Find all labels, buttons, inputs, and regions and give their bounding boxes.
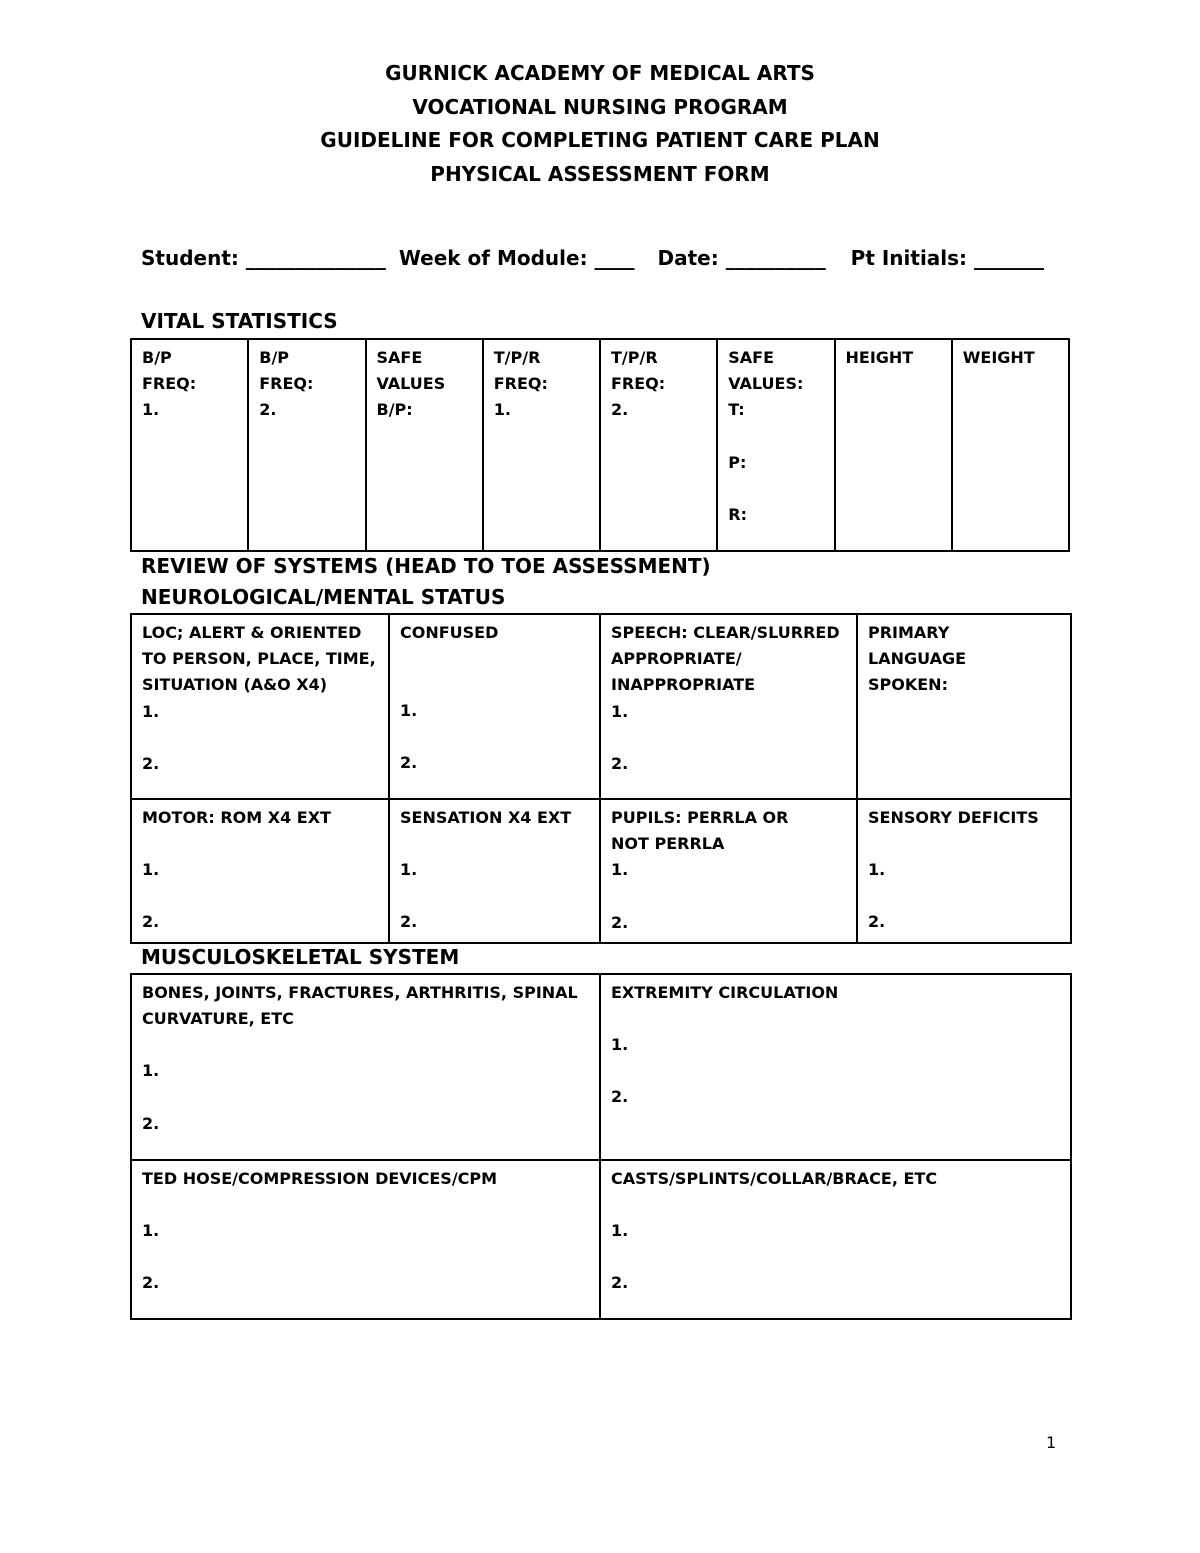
cell-line: SAFE — [376, 348, 423, 367]
cell-line — [611, 725, 846, 751]
neurological-table — [130, 613, 1072, 944]
vital-cell[interactable] — [248, 339, 365, 551]
neuro-cell[interactable] — [389, 614, 600, 799]
vital-cell[interactable] — [600, 339, 717, 551]
musculo-cell[interactable] — [600, 974, 1071, 1160]
cell-line: 2. — [400, 753, 418, 773]
cell-line: CURVATURE, ETC — [142, 1009, 294, 1029]
cell-line: PUPILS: PERRLA OR — [611, 808, 789, 827]
cell-line — [400, 646, 589, 672]
cell-line — [142, 1192, 589, 1218]
cell-line: B/P — [259, 348, 290, 367]
cell-line: APPROPRIATE/ — [611, 649, 742, 669]
cell-line: 2. — [400, 912, 418, 932]
cell-line — [142, 1244, 589, 1270]
cell-line: PRIMARY — [868, 623, 950, 642]
cell-line — [611, 1058, 1060, 1084]
cell-line: 2. — [611, 1273, 629, 1293]
institution-title: GURNICK ACADEMY OF MEDICAL ARTS — [385, 61, 815, 85]
musculo-cell[interactable] — [131, 1160, 600, 1319]
review-of-systems-heading: REVIEW OF SYSTEMS (HEAD TO TOE ASSESSMENT) — [141, 554, 711, 578]
cell-line — [728, 476, 823, 502]
cell-line: 2. — [868, 912, 886, 932]
musculo-cell[interactable] — [600, 1160, 1071, 1319]
cell-line: 1. — [611, 860, 629, 880]
cell-line: 1. — [611, 1221, 629, 1241]
page-number: 1 — [1046, 1433, 1057, 1452]
cell-line: 2. — [611, 400, 629, 420]
cell-line — [611, 1006, 1060, 1032]
cell-line: TED HOSE/COMPRESSION DEVICES/CPM — [142, 1169, 498, 1188]
cell-line: 1. — [611, 1035, 629, 1055]
neuro-cell[interactable] — [857, 614, 1071, 799]
cell-line: 2. — [142, 912, 160, 932]
vital-cell[interactable] — [131, 339, 248, 551]
initials-field[interactable]: Pt Initials: _______ — [850, 246, 1045, 270]
vital-statistics-heading: VITAL STATISTICS — [141, 309, 338, 333]
cell-line: HEIGHT — [845, 348, 914, 367]
cell-line: VALUES — [376, 374, 446, 394]
cell-line — [400, 883, 589, 909]
neuro-cell[interactable] — [600, 799, 857, 943]
cell-line: LOC; ALERT & ORIENTED — [142, 623, 362, 642]
neurological-heading: NEUROLOGICAL/MENTAL STATUS — [141, 585, 506, 609]
cell-line: SPEECH: CLEAR/SLURRED — [611, 623, 840, 642]
cell-line — [611, 1244, 1060, 1270]
cell-line: LANGUAGE — [868, 649, 967, 669]
cell-line: FREQ: — [142, 374, 197, 394]
neuro-cell[interactable] — [857, 799, 1071, 943]
musculoskeletal-table — [130, 973, 1072, 1320]
cell-line: MOTOR: ROM X4 EXT — [142, 808, 331, 827]
cell-line: TO PERSON, PLACE, TIME, — [142, 649, 376, 669]
cell-line: 2. — [142, 1273, 160, 1293]
guideline-title: GUIDELINE FOR COMPLETING PATIENT CARE PLAN — [320, 128, 880, 152]
vital-cell[interactable] — [952, 339, 1069, 551]
cell-line — [400, 724, 589, 750]
cell-line: 1. — [142, 1221, 160, 1241]
cell-line: 1. — [142, 860, 160, 880]
cell-line — [142, 1032, 589, 1058]
cell-line: T: — [728, 400, 745, 420]
cell-line — [868, 883, 1060, 909]
cell-line — [142, 831, 378, 857]
cell-line — [611, 884, 846, 910]
cell-line: NOT PERRLA — [611, 834, 725, 854]
cell-line: 2. — [142, 1113, 160, 1133]
vital-cell[interactable] — [835, 339, 952, 551]
cell-line: T/P/R — [611, 348, 658, 367]
cell-line: T/P/R — [493, 348, 541, 367]
cell-line — [142, 1085, 589, 1111]
cell-line: SAFE — [728, 348, 775, 367]
cell-line: 1. — [142, 701, 160, 721]
cell-line — [142, 883, 378, 909]
cell-line: 2. — [611, 753, 629, 773]
vital-cell[interactable] — [483, 339, 600, 551]
week-field[interactable]: Week of Module: ____ — [398, 246, 635, 270]
cell-line: 1. — [868, 860, 886, 880]
cell-line: 1. — [400, 701, 418, 721]
cell-line: BONES, JOINTS, FRACTURES, ARTHRITIS, SPINAL — [142, 983, 578, 1002]
form-title: PHYSICAL ASSESSMENT FORM — [430, 161, 770, 186]
cell-line: SPOKEN: — [868, 675, 948, 695]
cell-line: SENSATION X4 EXT — [400, 808, 572, 827]
cell-line: 1. — [611, 701, 629, 721]
neuro-cell[interactable] — [600, 614, 857, 799]
cell-line: INAPPROPRIATE — [611, 675, 756, 695]
cell-line: VALUES: — [728, 374, 804, 394]
cell-line — [400, 831, 589, 857]
form-titles — [0, 57, 1200, 191]
vital-cell[interactable] — [366, 339, 483, 551]
musculo-cell[interactable] — [131, 974, 600, 1160]
date-field[interactable]: Date: __________ — [657, 246, 826, 270]
cell-line: 2. — [611, 1087, 629, 1107]
neuro-cell[interactable] — [389, 799, 600, 943]
cell-line — [868, 831, 1060, 857]
cell-line: EXTREMITY CIRCULATION — [611, 983, 839, 1002]
cell-line: B/P — [142, 348, 172, 367]
cell-line: 2. — [259, 400, 277, 420]
cell-line: 1. — [142, 1061, 160, 1081]
cell-line: CASTS/SPLINTS/COLLAR/BRACE, ETC — [611, 1169, 938, 1188]
student-field[interactable]: Student: ______________ — [141, 246, 386, 270]
cell-line — [142, 725, 378, 751]
cell-line — [400, 672, 589, 698]
cell-line: FREQ: — [259, 374, 314, 394]
cell-line: 2. — [611, 912, 629, 932]
cell-line: P: — [728, 452, 747, 472]
header-fields — [141, 246, 1050, 270]
program-title: VOCATIONAL NURSING PROGRAM — [412, 94, 788, 119]
cell-line: CONFUSED — [400, 623, 499, 642]
cell-line: SITUATION (A&O X4) — [142, 675, 328, 695]
cell-line — [611, 1192, 1060, 1218]
cell-line: WEIGHT — [962, 348, 1035, 367]
cell-line: R: — [728, 504, 747, 524]
vital-cell[interactable] — [717, 339, 834, 551]
neuro-cell[interactable] — [131, 614, 389, 799]
cell-line: 2. — [142, 753, 160, 773]
cell-line — [728, 424, 823, 450]
vital-statistics-table — [130, 338, 1070, 552]
musculoskeletal-heading: MUSCULOSKELETAL SYSTEM — [141, 945, 460, 969]
cell-line: 1. — [400, 860, 418, 880]
cell-line: B/P: — [376, 400, 413, 420]
cell-line: SENSORY DEFICITS — [868, 808, 1039, 827]
cell-line: FREQ: — [611, 374, 666, 394]
cell-line: 1. — [142, 400, 160, 420]
cell-line: FREQ: — [493, 374, 548, 394]
neuro-cell[interactable] — [131, 799, 389, 943]
cell-line: 1. — [493, 400, 511, 420]
